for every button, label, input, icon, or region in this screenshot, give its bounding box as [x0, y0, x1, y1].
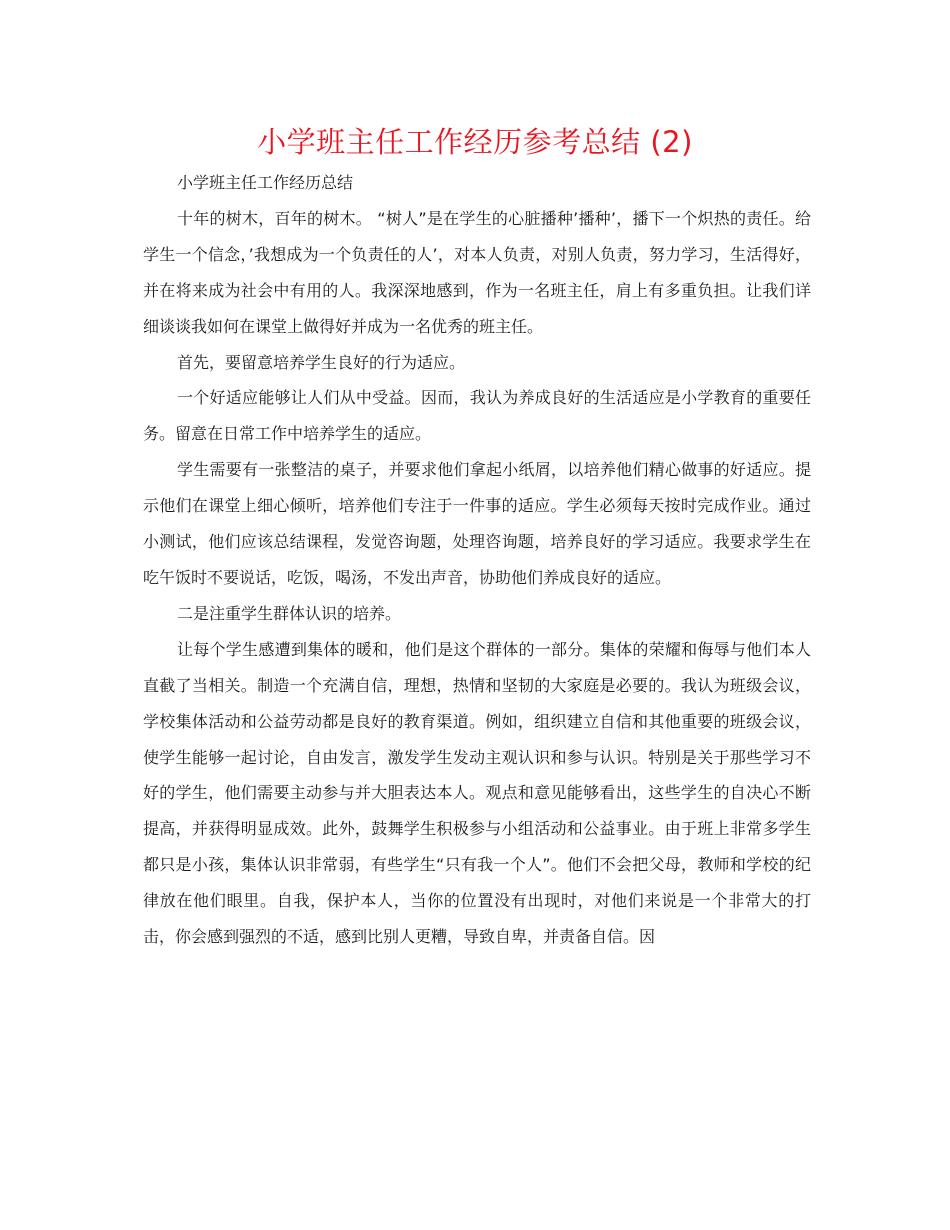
student-habits-paragraph: 学生需要有一张整洁的桌子，并要求他们拿起小纸屑，以培养他们精心做事的好适应。提示他们在课堂上细心倾听，培养他们专注于一件事的适应。学生必须每天按时完成作业。通过小测试，他们应该总结课程，发觉咨询题，处理咨询题，培养良好的学习适应。我要求学生在吃午饭时不要说话，吃饭，喝汤，不发出声音，协助他们养成良好的适应。 [143, 460, 811, 587]
habit-paragraph: 一个好适应能够让人们从中受益。因而，我认为养成良好的生活适应是小学教育的重要任务。留意在日常工作中培养学生的适应。 [143, 388, 811, 444]
document-title: 小学班主任工作经历参考总结 (2) [257, 125, 693, 159]
section-heading-second: 二是注重学生群体认识的培养。 [177, 603, 402, 623]
section-heading-first: 首先，要留意培养学生良好的行为适应。 [177, 352, 466, 372]
intro-paragraph: 十年的树木，百年的树木。 “树人”是在学生的心脏播种’播种’，播下一个炽热的责任。给学生一个信念，’我想成为一个负责任的人’，对本人负责，对别人负责，努力学习，生活得好，并在将来成为社会中有用的人。我深深地感到，作为一名班主任，肩上有多重负担。让我们详细谈谈我如何在课堂上做得好并成为一名优秀的班主任。 [143, 208, 811, 336]
document-body [143, 165, 811, 955]
subtitle-paragraph: 小学班主任工作经历总结 [177, 173, 354, 192]
collective-paragraph: 让每个学生感遭到集体的暖和，他们是这个群体的一部分。集体的荣耀和侮辱与他们本人直截了当相关。制造一个充满自信，理想，热情和坚韧的大家庭是必要的。我认为班级会议，学校集体活动和公益劳动都是良好的教育渠道。例如，组织建立自信和其他重要的班级会议，使学生能够一起讨论，自由发言，激发学生发动主观认识和参与认识。特别是关于那些学习不好的学生，他们需要主动参与并大胆表达本人。观点和意见能够看出，这些学生的自决心不断提高，并获得明显成效。此外，鼓舞学生积极参与小组活动和公益事业。由于班上非常多学生都只是小孩，集体认识非常弱，有些学生“只有我一个人”。他们不会把父母，教师和学校的纪律放在他们眼里。自我，保护本人，当你的位置没有出现时，对他们来说是一个非常大的打击，你会感到强烈的不适，感到比别人更糟，导致自卑，并责备自信。因 [143, 639, 811, 947]
